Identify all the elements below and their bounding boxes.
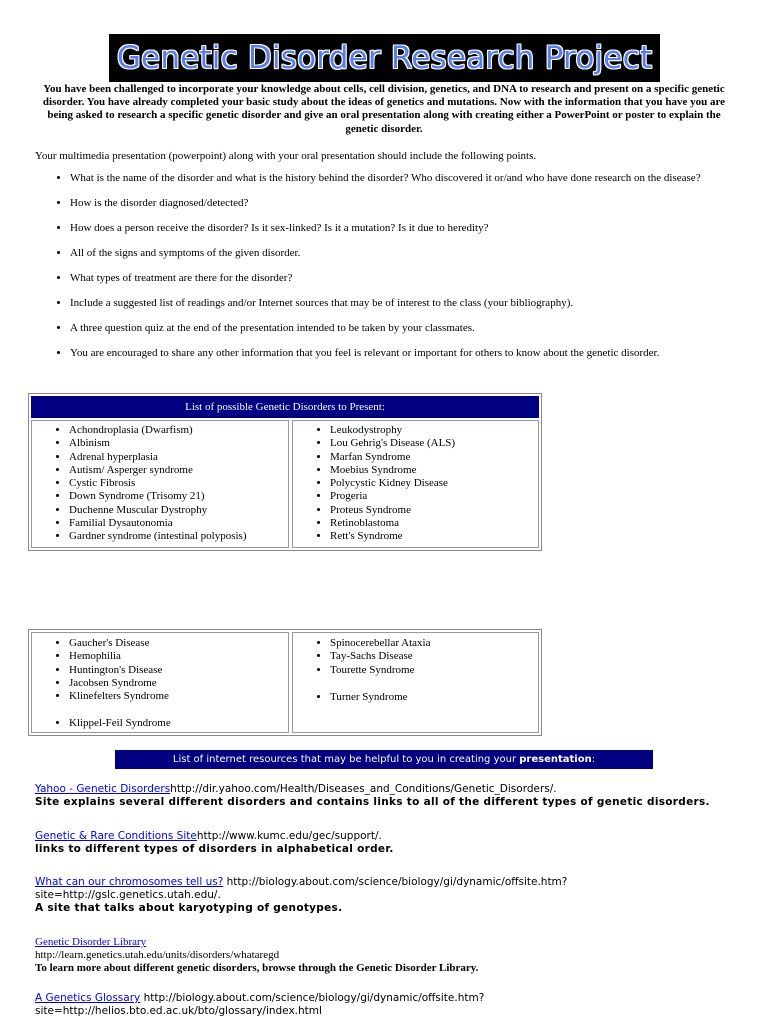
list-item: • Familial Dysautonomia <box>69 517 288 530</box>
list-item: • Cystic Fibrosis <box>69 477 288 490</box>
resource-description: A site that talks about karyotyping of genotypes. <box>35 902 343 914</box>
list-item: • Duchenne Muscular Dystrophy <box>69 504 288 517</box>
list-item: • How is the disorder diagnosed/detected? <box>70 197 730 210</box>
disorders2-cell-left <box>31 632 289 733</box>
list-item: • Progeria <box>330 490 538 503</box>
resource-url: http://learn.genetics.utah.edu/units/disorders/whataregd <box>35 949 280 961</box>
resource-url: http://biology.about.com/science/biology/gi/dynamic/offsite.htm?site=http://helios.bto.ed.ac.uk/bto/glossary/index.html <box>35 992 485 1017</box>
list-item: • What types of treatment are there for the disorder? <box>70 272 730 285</box>
list-item: • Proteus Syndrome <box>330 504 538 517</box>
list-item: • Spinocerebellar Ataxia <box>330 637 538 650</box>
list-item: • Turner Syndrome <box>330 691 538 704</box>
disorders-list-right <box>293 424 538 544</box>
list-item: • Tourette Syndrome <box>330 664 538 677</box>
disorders2-list-right <box>293 637 538 677</box>
disorders-table-continued <box>28 629 542 736</box>
resource-description: To learn more about different genetic disorders, browse through the Genetic Disorder Library. <box>35 962 479 974</box>
list-item: • Moebius Syndrome <box>330 464 538 477</box>
resource-url: http://www.kumc.edu/gec/support/. <box>196 830 382 842</box>
disorders2-list-right-extra <box>293 691 538 704</box>
list-item: • A three question quiz at the end of the presentation intended to be taken by your classmates. <box>70 322 730 335</box>
resource-entry <box>35 783 735 809</box>
list-item: • Lou Gehrig's Disease (ALS) <box>330 437 538 450</box>
list-item: • Gardner syndrome (intestinal polyposis) <box>69 530 288 543</box>
list-item: • Adrenal hyperplasia <box>69 451 288 464</box>
resource-entry <box>35 876 615 915</box>
disorders-list-left <box>32 424 288 544</box>
disorders2-list-left <box>32 637 288 703</box>
list-item: • Leukodystrophy <box>330 424 538 437</box>
resource-link-rare-conditions[interactable]: Genetic & Rare Conditions Site <box>35 830 197 842</box>
list-item: • Down Syndrome (Trisomy 21) <box>69 490 288 503</box>
disorders-cell-right <box>292 420 539 548</box>
resources-header: List of internet resources that may be helpful to you in creating your presentation: <box>115 750 653 769</box>
list-item: • Albinism <box>69 437 288 450</box>
disorders-table <box>28 393 542 551</box>
resource-description: Site explains several different disorders and contains links to all of the different types of genetic disorders. <box>35 796 710 808</box>
list-item: • Include a suggested list of readings and/or Internet sources that may be of interest to the class (your bibliography). <box>70 297 730 310</box>
lead-paragraph: Your multimedia presentation (powerpoint) along with your oral presentation should include the following points. <box>35 150 537 162</box>
list-item: • All of the signs and symptoms of the given disorder. <box>70 247 730 260</box>
resource-link-glossary[interactable]: A Genetics Glossary <box>35 992 141 1004</box>
resource-link-disorder-library[interactable]: Genetic Disorder Library <box>35 936 147 948</box>
page-title: Genetic Disorder Research Project <box>116 40 653 76</box>
list-item: • Autism/ Asperger syndrome <box>69 464 288 477</box>
list-item: • Klinefelters Syndrome <box>69 690 288 703</box>
resource-url: http://biology.about.com/science/biology/gi/dynamic/offsite.htm?site=http://gslc.genetics.utah.edu/. <box>35 876 568 901</box>
list-item: • Achondroplasia (Dwarfism) <box>69 424 288 437</box>
resource-entry <box>35 992 535 1018</box>
title-banner <box>109 34 660 82</box>
list-item: • Marfan Syndrome <box>330 451 538 464</box>
list-item: • How does a person receive the disorder? Is it sex-linked? Is it a mutation? Is it due to heredity? <box>70 222 730 235</box>
list-item: • Polycystic Kidney Disease <box>330 477 538 490</box>
resource-link-yahoo[interactable]: Yahoo - Genetic Disorders <box>35 783 171 795</box>
list-item: • Rett's Syndrome <box>330 530 538 543</box>
requirements-list <box>50 172 730 372</box>
list-item: • What is the name of the disorder and what is the history behind the disorder? Who discovered it or/and who have done research on the disease? <box>70 172 730 185</box>
list-item: • Jacobsen Syndrome <box>69 677 288 690</box>
disorders2-list-left-extra <box>32 717 288 730</box>
list-item: • Hemophilia <box>69 650 288 663</box>
disorders-cell-left <box>31 420 289 548</box>
disorders-table-header: List of possible Genetic Disorders to Present: <box>31 396 539 418</box>
resource-url: http://dir.yahoo.com/Health/Diseases_and_Conditions/Genetic_Disorders/. <box>170 783 557 795</box>
list-item: • You are encouraged to share any other information that you feel is relevant or important for others to know about the genetic disorder. <box>70 347 730 360</box>
disorders2-cell-right <box>292 632 539 733</box>
resource-description: links to different types of disorders in alphabetical order. <box>35 843 394 855</box>
list-item: • Huntington's Disease <box>69 664 288 677</box>
resource-link-chromosomes[interactable]: What can our chromosomes tell us? <box>35 876 224 888</box>
resource-entry <box>35 936 735 975</box>
resource-entry <box>35 830 735 856</box>
list-item: • Klippel-Feil Syndrome <box>69 717 288 730</box>
intro-paragraph: You have been challenged to incorporate your knowledge about cells, cell division, genetics, and DNA to research and present on a specific genetic disorder. You have already completed your basic study about the ideas of genetics and mutations. Now with the information that you have you are being asked to research a specific genetic disorder and give an oral presentation along with creating either a PowerPoint or poster to explain the genetic disorder. <box>42 83 726 135</box>
list-item: • Retinoblastoma <box>330 517 538 530</box>
list-item: • Gaucher's Disease <box>69 637 288 650</box>
list-item: • Tay-Sachs Disease <box>330 650 538 663</box>
